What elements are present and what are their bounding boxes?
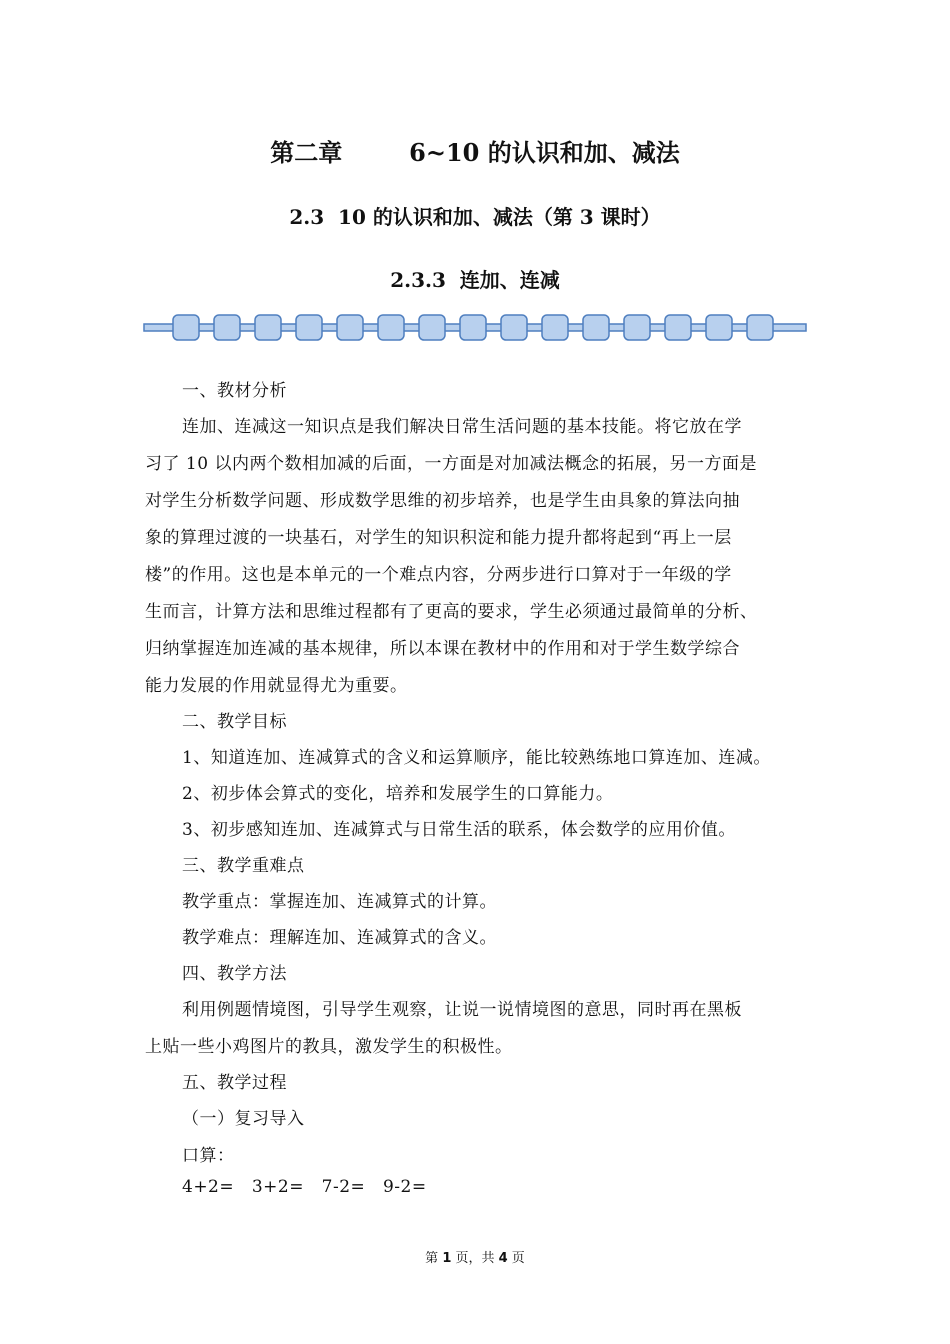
section-heading-key-points: 三、教学重难点	[182, 856, 305, 876]
section-heading-process: 五、教学过程	[182, 1073, 287, 1093]
chapter-title: 第二章 6~10 的认识和加、减法	[270, 138, 680, 167]
divider-bead	[665, 315, 691, 340]
footer-suffix: 页	[507, 1251, 525, 1266]
section-heading-analysis: 一、教材分析	[182, 381, 287, 401]
decorative-divider	[143, 313, 808, 343]
section-title: 2.3 10 的认识和加、减法（第 3 课时）	[289, 205, 661, 229]
goal-item: 3、初步感知连加、连减算式与日常生活的联系，体会数学的应用价值。	[182, 820, 736, 840]
divider-bead	[378, 315, 404, 340]
current-page-number: 1	[442, 1251, 452, 1266]
paragraph-line: 能力发展的作用就显得尤为重要。	[145, 676, 408, 696]
footer-middle: 页，共	[451, 1251, 499, 1266]
paragraph-line: 生而言，计算方法和思维过程都有了更高的要求，学生必须通过最简单的分析、	[145, 602, 758, 622]
page-footer	[0, 1247, 950, 1266]
subsection-heading-review: （一）复习导入	[182, 1109, 305, 1129]
total-page-number: 4	[498, 1251, 508, 1266]
section-heading-methods: 四、教学方法	[182, 964, 287, 984]
divider-bead	[296, 315, 322, 340]
divider-bead	[173, 315, 199, 340]
paragraph-line: 归纳掌握连加连减的基本规律，所以本课在教材中的作用和对于学生数学综合	[145, 639, 740, 659]
paragraph-line: 对学生分析数学问题、形成数学思维的初步培养，也是学生由具象的算法向抽	[145, 491, 740, 511]
section-heading-goals: 二、教学目标	[182, 712, 287, 732]
paragraph-line: 习了 10 以内两个数相加减的后面，一方面是对加减法概念的拓展，另一方面是	[145, 454, 757, 474]
divider-bead	[255, 315, 281, 340]
paragraph-line: 上贴一些小鸡图片的教具，激发学生的积极性。	[145, 1037, 513, 1057]
divider-bead	[337, 315, 363, 340]
oral-calc-label: 口算：	[182, 1146, 235, 1166]
divider-bead	[624, 315, 650, 340]
divider-bead	[706, 315, 732, 340]
paragraph-line: 利用例题情境图，引导学生观察，让说一说情境图的意思，同时再在黑板	[182, 1000, 742, 1020]
divider-bead	[583, 315, 609, 340]
footer-prefix: 第	[425, 1251, 443, 1266]
key-point: 教学重点：掌握连加、连减算式的计算。	[182, 892, 497, 912]
divider-bead	[214, 315, 240, 340]
divider-bead	[747, 315, 773, 340]
divider-bead	[501, 315, 527, 340]
goal-item: 1、知道连加、连减算式的含义和运算顺序，能比较熟练地口算连加、连减。	[182, 748, 771, 768]
divider-bead	[419, 315, 445, 340]
paragraph-line: 连加、连减这一知识点是我们解决日常生活问题的基本技能。将它放在学	[182, 417, 742, 437]
goal-item: 2、初步体会算式的变化，培养和发展学生的口算能力。	[182, 784, 614, 804]
paragraph-line: 象的算理过渡的一块基石，对学生的知识积淀和能力提升都将起到“再上一层	[145, 528, 732, 548]
difficult-point: 教学难点：理解连加、连减算式的含义。	[182, 928, 497, 948]
divider-bead	[542, 315, 568, 340]
exercise-list: 4+2= 3+2= 7-2= 9-2=	[182, 1177, 427, 1197]
divider-bead	[460, 315, 486, 340]
paragraph-line: 楼”的作用。这也是本单元的一个难点内容，分两步进行口算对于一年级的学	[145, 565, 732, 585]
subsection-title: 2.3.3 连加、连减	[390, 268, 560, 292]
